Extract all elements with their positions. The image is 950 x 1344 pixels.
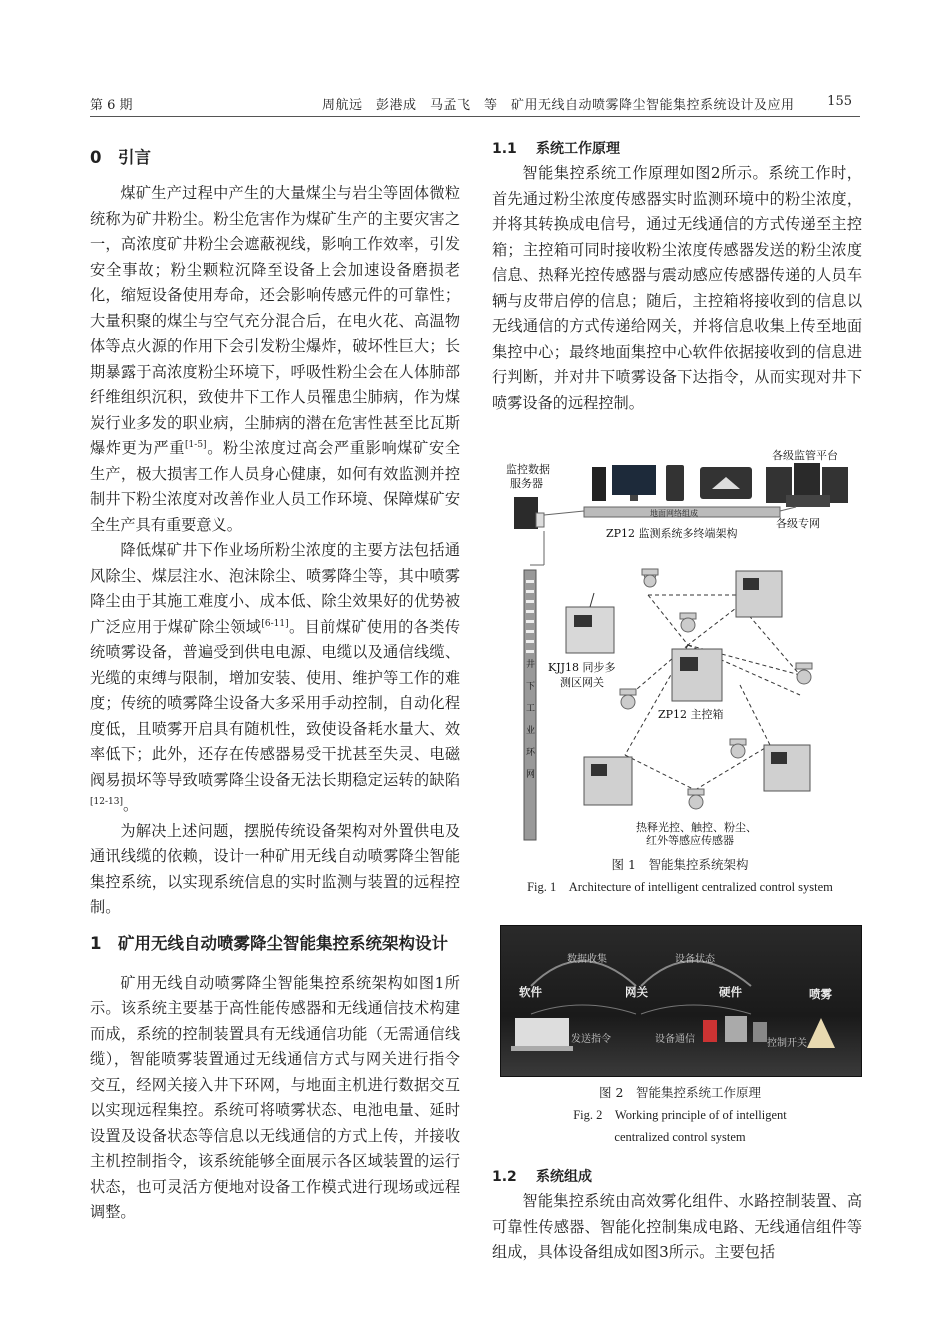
label-monitor-server-2: 服务器 — [510, 477, 543, 490]
desktop-tower-icon — [592, 467, 606, 501]
intro-paragraph-1: 煤矿生产过程中产生的大量煤尘与岩尘等固体微粒统称为矿井粉尘。粉尘危害作为煤矿生产的主要灾害之一，高浓度矿井粉尘会遮蔽视线，影响工作效率，引发安全事故；粉尘颗粒沉降至设备上会加速设备磨损老化，缩短设备使用寿命，还会影响传感元件的可靠性；大量积聚的煤尘与空气充分混合后，在电火花、高温物体等点火源的作用下会引发粉尘爆炸，破坏性巨大；长期暴露于高浓度粉尘环境下，呼吸性粉尘会在人体肺部纤维组织沉积，致使井下工作人员罹患尘肺病，作为煤炭行业多发的职业病，尘肺病的潜在危害性甚至比瓦斯爆炸更为严重[1-5]。粉尘浓度过高会严重影响煤矿安全生产，极大损害工作人员身心健康，如何有效监测并控制井下粉尘浓度对改善作业人员工作环境、保障煤矿安全生产具有重要意义。 — [90, 184, 461, 534]
intro-paragraph-3: 为解决上述问题，摆脱传统设备架构对外置供电及通讯线缆的依赖，设计一种矿用无线自动喷雾降尘智能集控系统，以实现系统信息的实时监测与装置的远程控制。 — [90, 821, 460, 916]
left-column — [90, 145, 460, 1226]
spray-cone-icon — [807, 1018, 835, 1048]
right-column — [492, 137, 862, 416]
page-number: 155 — [827, 94, 852, 109]
phone-icon — [666, 465, 684, 501]
citation: [12-13] — [90, 797, 123, 807]
section-1-heading: 1 矿用无线自动喷雾降尘智能集控系统架构设计 — [90, 933, 448, 953]
label-private-network: 各级专网 — [776, 517, 820, 530]
label-zp12-architecture: ZP12 监测系统多终端架构 — [606, 527, 738, 540]
label-control-switch: 控制开关 — [767, 1038, 807, 1049]
citation: [1-5] — [185, 440, 207, 450]
figure-2-working-principle-image — [500, 925, 862, 1077]
figure-1-architecture-diagram — [500, 445, 860, 845]
section-1-2-heading: 1.2 系统组成 — [492, 1169, 592, 1185]
label-data-collect: 数据收集 — [567, 954, 607, 965]
sensor-icon — [730, 739, 746, 758]
device-icon — [753, 1022, 767, 1042]
section-1-1-paragraph: 智能集控系统工作原理如图2所示。系统工作时，首先通过粉尘浓度传感器实时监测环境中的粉尘浓度，并将其转换成电信号，通过无线通信的方式传递至主控箱；主控箱可同时接收粉尘浓度传感器发送的粉尘浓度信息、热释光控传感器与震动感应传感器传递的人员车辆与皮带启停的信息；随后，主控箱将接收到的信息以无线通信的方式传递给网关，并将信息收集上传至地面集控中心；最终地面集控中心软件依据接收到的信息进行判断，并对井下喷雾设备下达指令，从而实现对井下喷雾设备的远程控制。 — [492, 164, 862, 412]
svg-text:环: 环 — [526, 748, 536, 758]
section-1-paragraph: 矿用无线自动喷雾降尘智能集控系统架构如图1所示。该系统主要基于高性能传感器和无线通信技术构建而成，系统的控制装置具有无线通信功能（无需通信线缆），智能喷雾装置通过无线通信方式与网关进行指令交互，经网关接入井下环网，与地面主机进行数据交互以实现远程集控。系统可将喷雾状态、电池电量、延时设置及设备状态等信息以无线通信的方式上传，并接收主机控制指令，该系统能够全面展示各区域装置的运行状态，也可灵活方便地对设备工作模式进行现场或远程调整。 — [90, 973, 460, 1221]
control-box-bottom-right — [764, 745, 810, 791]
figure-2-caption-cn: 图 2 智能集控系统工作原理 — [599, 1085, 761, 1100]
label-gateway-2: 测区网关 — [560, 676, 604, 689]
control-box-top-right — [736, 571, 782, 617]
label-hardware: 硬件 — [719, 985, 742, 999]
label-zp12-main: ZP12 主控箱 — [658, 708, 724, 721]
label-monitor-server-1: 监控数据 — [506, 463, 550, 476]
figure-1-caption-en: Fig. 1 Architecture of intelligent centralized control system — [527, 880, 833, 894]
control-box-bottom-left — [584, 757, 632, 805]
intro-paragraph-2: 降低煤矿井下作业场所粉尘浓度的主要方法包括通风除尘、煤层注水、泡沫除尘、喷雾降尘等，其中喷雾降尘由于其施工难度小、成本低、除尘效果好的优势被广泛应用于煤矿除尘领域[6-11]。目前煤矿使用的各类传统喷雾设备，普遍受到供电电源、电缆以及通信线缆、光缆的束缚与限制，增加安装、使用、维护等工作的难度；传统的喷雾降尘设备大多采用手动控制，自动化程度低，且喷雾开启具有随机性，致使设备耗水量大、效率低下；此外，还存在传感器易受干扰甚至失灵、电磁阀易损坏等导致喷雾降尘设备无法长期稳定运转的缺陷[12-13]。 — [90, 541, 461, 814]
label-spray: 喷雾 — [809, 987, 832, 1001]
sensor-icon — [642, 569, 658, 587]
section-0-heading: 0 引言 — [90, 148, 151, 167]
label-sensors-2: 红外等感应传感器 — [646, 834, 734, 845]
citation: [6-11] — [261, 618, 289, 629]
svg-text:井: 井 — [526, 660, 536, 670]
sensor-icon — [620, 689, 636, 709]
label-supervision-platform: 各级监管平台 — [772, 449, 838, 462]
svg-text:业: 业 — [526, 726, 536, 736]
label-ground-network: 地面网络组成 — [650, 509, 698, 518]
tower-server-icon — [514, 497, 544, 529]
label-sensors-1: 热释光控、触控、粉尘、 — [636, 821, 757, 834]
rack-server-icon — [766, 463, 848, 507]
label-gateway: 网关 — [625, 985, 648, 999]
laptop-icon — [515, 1018, 569, 1046]
svg-text:下: 下 — [526, 682, 536, 692]
svg-text:工: 工 — [526, 704, 536, 714]
right-column-bottom — [492, 1165, 862, 1266]
section-1-2-paragraph: 智能集控系统由高效雾化组件、水路控制装置、高可靠性传感器、智能化控制集成电路、无线通信组件等组成，具体设备组成如图3所示。主要包括 — [492, 1192, 862, 1261]
svg-text:网: 网 — [526, 770, 536, 780]
figure-2-caption-en-1: Fig. 2 Working principle of of intelligent — [573, 1108, 787, 1122]
running-header — [90, 92, 860, 117]
label-gateway-1: KJJ18 同步多 — [548, 661, 616, 674]
monitor-icon — [612, 465, 656, 495]
label-device-status: 设备状态 — [675, 954, 715, 965]
section-1-1-heading: 1.1 系统工作原理 — [492, 141, 620, 157]
figure-2-caption-en-2: centralized control system — [614, 1130, 746, 1144]
sensor-icon — [688, 789, 704, 809]
zp12-control-box — [672, 649, 722, 701]
label-send-command: 发送指令 — [571, 1034, 611, 1045]
sensor-icon — [680, 613, 696, 632]
header-title: 周航远 彭港成 马孟飞 等 矿用无线自动喷雾降尘智能集控系统设计及应用 — [322, 98, 795, 113]
kjj18-gateway-box — [566, 593, 614, 653]
figure-1-caption-cn: 图 1 智能集控系统架构 — [611, 857, 749, 872]
sensor-icon — [796, 663, 812, 684]
figure-2-arcs — [501, 926, 861, 1076]
issue-number: 第 6 期 — [90, 98, 133, 113]
label-software: 软件 — [519, 985, 542, 999]
label-device-communication: 设备通信 — [655, 1034, 695, 1045]
device-icon — [703, 1020, 717, 1042]
device-icon — [725, 1016, 747, 1042]
